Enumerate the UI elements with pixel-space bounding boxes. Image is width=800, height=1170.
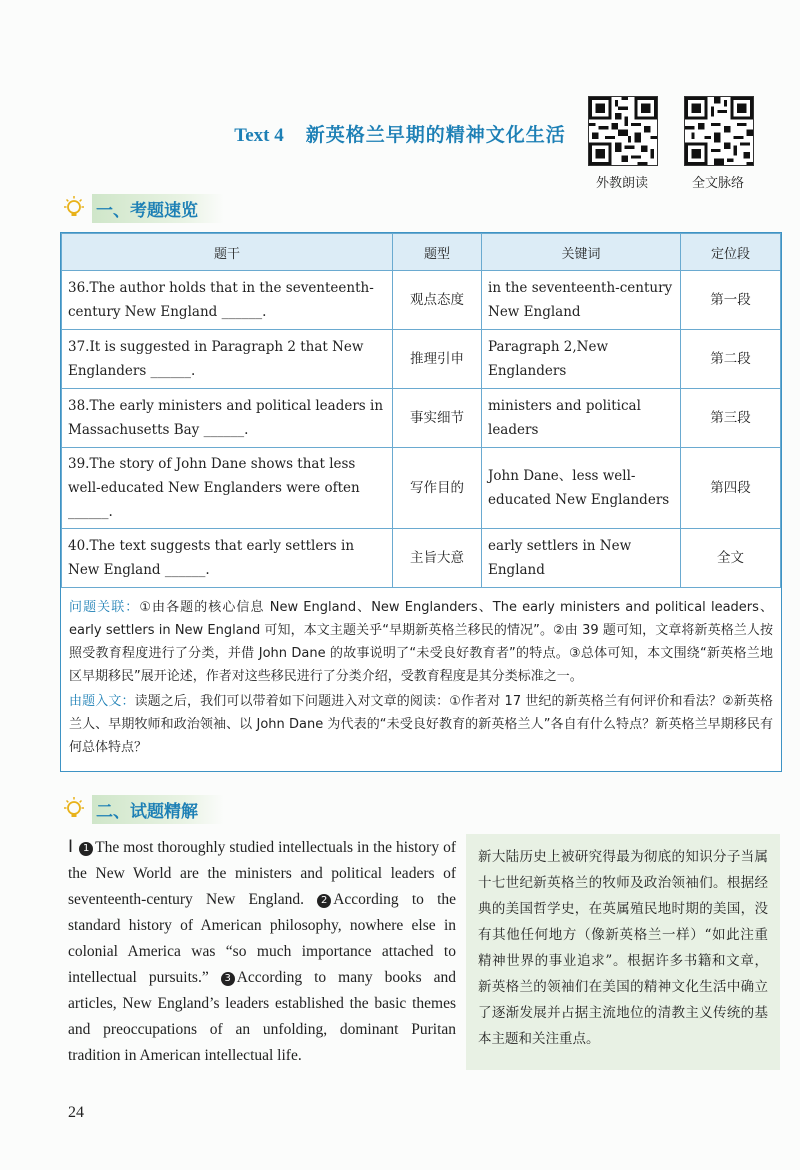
qr-label-reading: 外教朗读 (595, 176, 648, 191)
qr-code-icon[interactable] (684, 96, 754, 166)
sentence-3: According to many books and articles, New England’s leaders established the basic themes and preoccupations of an unfolding, dominant Puritan tradition in American intellectual life. (68, 969, 457, 1064)
question-location: 第四段 (681, 448, 781, 529)
table-row (62, 271, 781, 330)
sentence-number-badge: 3 (221, 972, 235, 986)
question-location: 第二段 (681, 330, 781, 389)
table-row (62, 389, 781, 448)
section-title: 一、考题速览 (92, 194, 224, 223)
question-stem: 36.The author holds that in the seventeenth-century New England ______. (62, 271, 393, 330)
analysis-text: 读题之后，我们可以带着如下问题进入对文章的阅读：①作者对 17 世纪的新英格兰有何评价和看法？②新英格兰人、早期牧师和政治领袖、以 John Dane 为代表的“未受良好教育的新英格兰人”各自有什么特点？新英格兰早期移民有何总体特点？ (69, 694, 773, 755)
page-number: 24 (68, 1104, 84, 1121)
question-type: 写作目的 (393, 448, 482, 529)
col-header-location: 定位段 (681, 234, 781, 271)
question-keyword: John Dane、less well-educated New Englanders (482, 448, 681, 529)
paragraph-number: Ⅰ (68, 837, 74, 856)
section-header-explanation (60, 794, 224, 824)
lightbulb-icon (60, 795, 88, 823)
sentence-1: The most thoroughly studied intellectuals in the history of the New World are the ministers and political leaders of seventeenth-century New England. (68, 839, 457, 908)
sentence-number-badge: 1 (79, 842, 93, 856)
table-row (62, 448, 781, 529)
question-type: 主旨大意 (393, 529, 482, 588)
sentence-number-badge: 2 (317, 894, 331, 908)
table-row (62, 529, 781, 588)
question-stem: 37.It is suggested in Paragraph 2 that New Englanders ______. (62, 330, 393, 389)
translation-box: 新大陆历史上被研究得最为彻底的知识分子当属十七世纪新英格兰的牧师及政治领袖们。根据经典的美国哲学史，在英属殖民地时期的美国，没有其他任何地方（像新英格兰一样）“如此注重精神世界的事业追求”。根据许多书籍和文章，新英格兰的领袖们在美国的精神文化生活中确立了逐渐发展并占据主流地位的清教主义传统的基本主题和关注重点。 (466, 834, 780, 1070)
question-keyword: in the seventeenth-century New England (482, 271, 681, 330)
question-stem: 40.The text suggests that early settlers in New England ______. (62, 529, 393, 588)
question-location: 第三段 (681, 389, 781, 448)
col-header-stem: 题干 (62, 234, 393, 271)
col-header-keyword: 关键词 (482, 234, 681, 271)
passage-paragraph (68, 834, 456, 1069)
analysis-block (61, 588, 781, 759)
question-table (61, 233, 781, 588)
question-stem: 39.The story of John Dane shows that less well-educated New Englanders were often ______. (62, 448, 393, 529)
analysis-label: 由题入文： (69, 694, 135, 709)
analysis-question-link (69, 596, 773, 688)
question-overview-box (60, 232, 782, 772)
question-type: 事实细节 (393, 389, 482, 448)
question-type: 推理引申 (393, 330, 482, 389)
page-title (0, 120, 800, 147)
question-keyword: ministers and political leaders (482, 389, 681, 448)
analysis-into-text (69, 690, 773, 759)
sentence-2: According to the standard history of American philosophy, nowhere else in colonial America was “so much importance attached to intellectual pursuits.” (68, 891, 457, 986)
question-location: 第一段 (681, 271, 781, 330)
question-location: 全文 (681, 529, 781, 588)
qr-label-outline: 全文脉络 (691, 176, 744, 191)
question-keyword: Paragraph 2,New Englanders (482, 330, 681, 389)
analysis-text: ①由各题的核心信息 New England、New Englanders、The early ministers and political leaders、early settlers in New England 可知，本文主题关乎“早期新英格兰移民的情况”。②由 39 题可知，文章将新英格兰人按照受教育程度进行了分类，并借 John Dane 的故事说明了“未受良好教育者”的特点。③总体可知，本文围绕“新英格兰地区早期移民”展开论述，作者对这些移民进行了分类介绍，受教育程度是其分类标准之一。 (69, 600, 773, 684)
table-header-row (62, 234, 781, 271)
qr-code-icon[interactable] (588, 96, 658, 166)
table-row (62, 330, 781, 389)
analysis-label: 问题关联： (69, 600, 140, 615)
col-header-type: 题型 (393, 234, 482, 271)
text-number: Text 4 (234, 125, 284, 146)
question-stem: 38.The early ministers and political leaders in Massachusetts Bay ______. (62, 389, 393, 448)
section-title: 二、试题精解 (92, 795, 224, 824)
question-keyword: early settlers in New England (482, 529, 681, 588)
section-header-overview (60, 193, 224, 223)
question-type: 观点态度 (393, 271, 482, 330)
lightbulb-icon (60, 194, 88, 222)
title-heading: 新英格兰早期的精神文化生活 (305, 124, 566, 146)
